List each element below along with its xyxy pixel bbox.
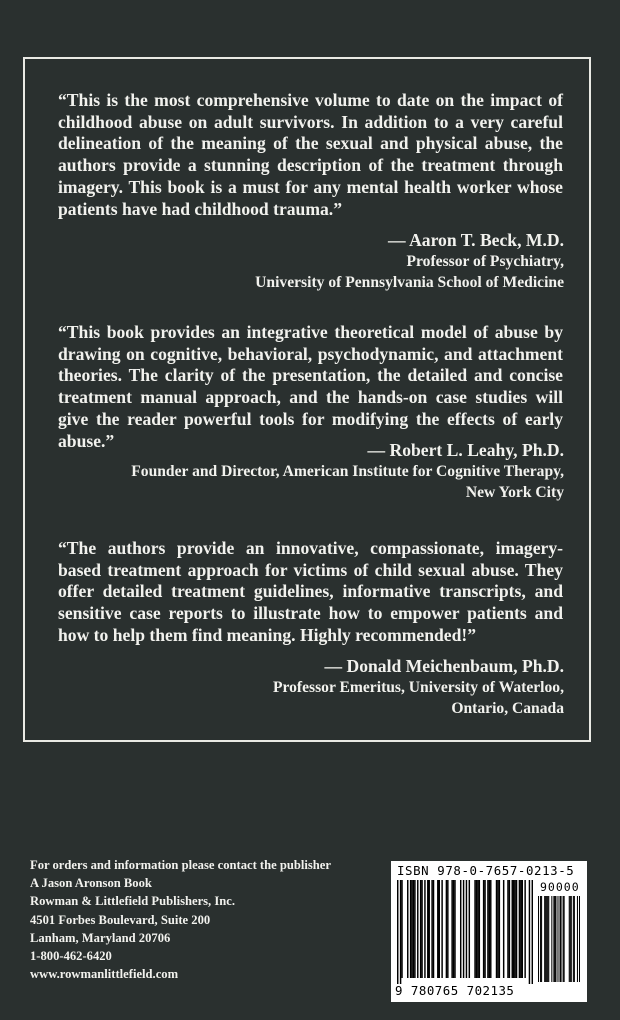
barcode-bar xyxy=(555,896,556,982)
barcode-bar xyxy=(569,896,570,982)
barcode-bar xyxy=(439,880,440,978)
publisher-website: www.rowmanlittlefield.com xyxy=(30,967,179,982)
barcode-bar xyxy=(446,880,447,978)
barcode-bar xyxy=(554,896,555,982)
barcode-bar xyxy=(433,880,434,978)
endorsement-attribution-3 xyxy=(44,655,564,719)
barcode-bar xyxy=(512,880,513,978)
barcode-bar xyxy=(414,880,415,978)
endorser-name: — Robert L. Leahy, Ph.D. xyxy=(367,440,564,460)
barcode-bar xyxy=(483,880,484,978)
barcode-bar xyxy=(519,880,520,978)
endorser-name: — Aaron T. Beck, M.D. xyxy=(388,230,564,250)
barcode-bar xyxy=(574,896,575,982)
barcode-bar xyxy=(553,896,554,982)
endorsement-attribution-1 xyxy=(44,229,564,293)
barcode-bar xyxy=(532,880,533,984)
ean-digits: 9 780765 702135 xyxy=(395,983,515,998)
imprint-name: A Jason Aronson Book xyxy=(30,876,152,891)
barcode-bar xyxy=(451,880,452,978)
barcode-bar xyxy=(496,880,497,978)
publisher-info xyxy=(30,856,331,983)
barcode-bar xyxy=(509,880,510,978)
endorser-affiliation: New York City xyxy=(465,484,564,501)
publisher-address-street: 4501 Forbes Boulevard, Suite 200 xyxy=(30,912,211,927)
barcode-bar xyxy=(463,880,464,978)
barcode-bar xyxy=(413,880,414,978)
barcode-bar xyxy=(484,880,485,978)
barcode-bar xyxy=(520,880,521,978)
barcode-bar xyxy=(529,880,530,984)
isbn-barcode xyxy=(391,861,587,1002)
barcode-bar xyxy=(487,880,488,978)
barcode-bar xyxy=(420,880,421,978)
barcode-bar xyxy=(421,880,422,978)
publisher-address-city: Lanham, Maryland 20706 xyxy=(30,930,171,945)
barcode-bar xyxy=(507,880,508,978)
endorsement-attribution-2 xyxy=(44,439,564,503)
barcode-bar xyxy=(538,896,539,982)
endorser-title: Founder and Director, American Institute for Cognitive Therapy, xyxy=(131,463,564,480)
ean-barcode-bars xyxy=(397,880,533,984)
barcode-bar xyxy=(548,896,549,982)
endorser-title: Professor of Psychiatry, xyxy=(406,253,564,270)
barcode-bar xyxy=(561,896,562,982)
barcode-bar xyxy=(514,880,515,978)
barcode-bar xyxy=(447,880,448,978)
barcode-bar xyxy=(563,896,564,982)
barcode-bar xyxy=(503,880,504,978)
barcode-bar xyxy=(454,880,455,978)
barcode-bar xyxy=(522,880,523,978)
endorser-affiliation: Ontario, Canada xyxy=(451,700,564,717)
barcode-bar xyxy=(540,896,541,982)
barcode-bar xyxy=(490,880,491,978)
barcode-bar xyxy=(489,880,490,978)
barcode-bar xyxy=(400,880,401,984)
barcode-bar xyxy=(546,896,547,982)
barcode-bar xyxy=(410,880,411,978)
barcode-bar xyxy=(401,880,402,978)
barcode-bar xyxy=(424,880,425,978)
barcode-bar xyxy=(573,896,574,982)
barcode-bar xyxy=(579,896,580,982)
barcode-bar xyxy=(417,880,418,978)
endorser-affiliation: University of Pennsylvania School of Medicine xyxy=(255,274,564,291)
barcode-bar xyxy=(407,880,408,978)
barcode-bar xyxy=(577,896,578,982)
barcode-bar xyxy=(497,880,498,978)
barcode-bar xyxy=(427,880,428,978)
barcode-bar xyxy=(545,896,546,982)
barcode-bar xyxy=(557,896,558,982)
endorser-title: Professor Emeritus, University of Waterloo, xyxy=(272,679,564,696)
price-addon-number: 90000 xyxy=(540,880,580,894)
barcode-bar xyxy=(560,896,561,982)
barcode-bar xyxy=(516,880,517,978)
barcode-bar xyxy=(397,880,398,984)
publisher-name: Rowman & Littlefield Publishers, Inc. xyxy=(30,894,235,909)
endorsement-quote-2: “This book provides an integrative theoretical model of abuse by drawing on cognitive, behavioral, psychodynamic, and attachment theories. The clarity of the presentation, the detailed and concise treatment manual approach, and the hands-on case studies will give the reader powerful tools for modifying the effects of early abuse.” xyxy=(58,322,563,451)
barcode-bar xyxy=(428,880,429,978)
barcode-bar xyxy=(564,896,565,982)
barcode-bar xyxy=(460,880,461,978)
publisher-contact-note: For orders and information please contact the publisher xyxy=(30,858,331,872)
barcode-bar xyxy=(431,880,432,978)
barcode-bar xyxy=(469,880,470,978)
barcode-bar xyxy=(547,896,548,982)
barcode-bar xyxy=(513,880,514,978)
barcode-bar xyxy=(477,880,478,978)
barcode-bar xyxy=(544,896,545,982)
barcode-bar xyxy=(499,880,500,978)
barcode-bar xyxy=(551,896,552,982)
addon-barcode-bars xyxy=(538,896,580,982)
barcode-bar xyxy=(524,880,525,978)
isbn-label: ISBN 978-0-7657-0213-5 xyxy=(397,863,575,878)
endorser-name: — Donald Meichenbaum, Ph.D. xyxy=(324,656,564,676)
barcode-bar xyxy=(476,880,477,978)
barcode-bar xyxy=(441,880,442,978)
barcode-bar xyxy=(541,896,542,982)
barcode-bar xyxy=(474,880,475,978)
barcode-bar xyxy=(466,880,467,978)
barcode-bar xyxy=(437,880,438,978)
endorsement-quote-1: “This is the most comprehensive volume to date on the impact of childhood abuse on adult survivors. In addition to a very careful delineation of the meaning of the sexual and physical abuse, the authors provide a stunning description of the treatment through imagery. This book is a must for any mental health worker whose patients have had childhood trauma.” xyxy=(58,90,563,219)
barcode-bar xyxy=(453,880,454,978)
barcode-bar xyxy=(570,896,571,982)
barcode-bar xyxy=(571,896,572,982)
endorsement-quote-3: “The authors provide an innovative, compassionate, imagery-based treatment approach for victims of child sexual abuse. They offer detailed treatment guidelines, informative transcripts, and sensitive case reports to illustrate how to empower patients and how to help them find meaning. Highly recommended!” xyxy=(58,538,563,645)
barcode-bar xyxy=(411,880,412,978)
publisher-phone: 1-800-462-6420 xyxy=(30,949,112,964)
barcode-bar xyxy=(479,880,480,978)
